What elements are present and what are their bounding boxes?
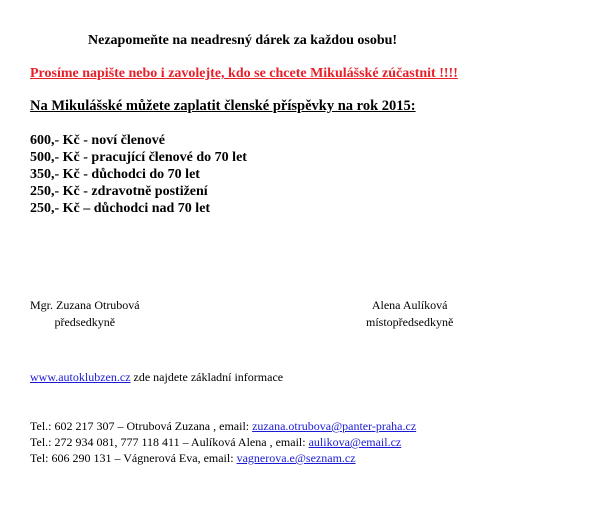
contact-list [30,418,416,466]
fees-heading: Na Mikulášské můžete zaplatit členské příspěvky na rok 2015: [30,98,416,114]
fee-item: 250,- Kč - zdravotně postižení [30,184,208,199]
info-text: zde najdete základní informace [130,370,284,384]
contact-item [30,434,416,450]
fee-list [30,132,247,217]
email-link[interactable]: zuzana.otrubova@panter-praha.cz [252,419,417,433]
contact-phone-name: Tel.: 602 217 307 – Otrubová Zuzana , email: [30,419,253,433]
signer-chair [30,297,140,331]
contact-phone-name: Tel: 606 290 131 – Vágnerová Eva, email: [30,451,237,465]
website-link[interactable]: www.autoklubzen.cz [30,370,131,384]
fee-item: 600,- Kč - noví členové [30,133,165,148]
fee-item: 250,- Kč – důchodci nad 70 let [30,201,211,216]
email-link[interactable]: aulikova@email.cz [308,435,402,449]
fee-item: 350,- Kč - důchodci do 70 let [30,167,200,182]
signer-role: místopředsedkyně [366,315,454,329]
contact-item [30,418,416,434]
participation-notice: Prosíme napište nebo i zavolejte, kdo se chcete Mikulášské zúčastnit !!!! [30,66,458,81]
info-line [30,370,283,385]
contact-phone-name: Tel.: 272 934 081, 777 118 411 – Aulíková Alena , email: [30,435,309,449]
headline: Nezapomeňte na neadresný dárek za každou osobu! [88,33,398,48]
signer-name: Alena Aulíková [371,298,448,312]
signer-name: Mgr. Zuzana Otrubová [30,298,140,312]
signer-vice-chair [366,297,453,331]
contact-item [30,450,416,466]
email-link[interactable]: vagnerova.e@seznam.cz [236,451,356,465]
signer-role: předsedkyně [54,315,116,329]
fee-item: 500,- Kč - pracující členové do 70 let [30,150,247,165]
